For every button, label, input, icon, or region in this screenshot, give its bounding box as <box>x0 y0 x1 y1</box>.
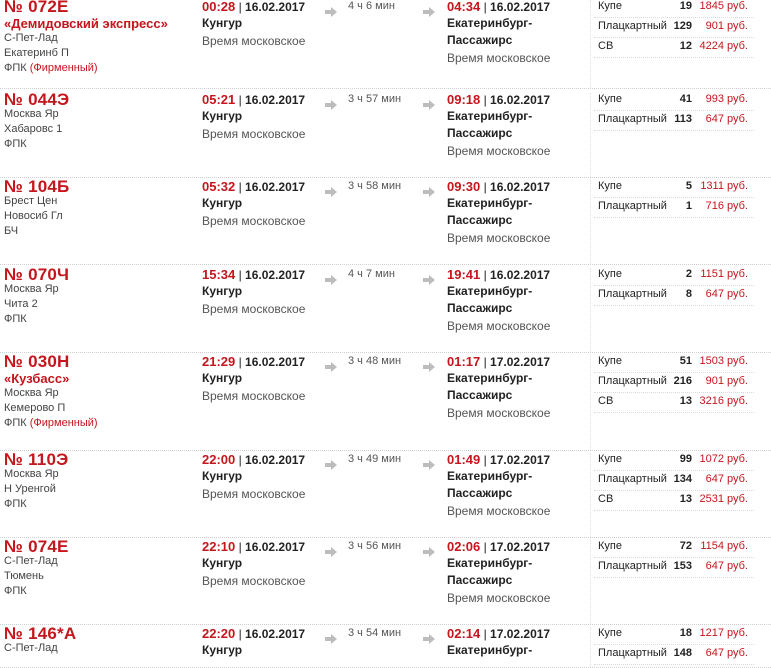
carrier <box>4 584 58 599</box>
departure-date: 16.02.2017 <box>245 355 306 369</box>
seat-options <box>594 268 754 308</box>
train-number-link[interactable]: № 146*А <box>4 624 77 643</box>
carrier <box>4 137 62 152</box>
train-row <box>0 537 771 625</box>
arrival-timezone: Время московское <box>447 144 551 158</box>
arrival-time: 02:14 <box>447 626 481 641</box>
train-route <box>4 194 63 239</box>
seat-type: Купе <box>598 0 622 12</box>
seat-price[interactable]: 647 руб. <box>705 473 748 485</box>
travel-duration: 3 ч 48 мин <box>348 355 402 367</box>
seat-divider <box>594 644 754 645</box>
arrival-station: Екатеринбург- <box>447 556 533 570</box>
arrival-time: 09:30 <box>447 179 481 194</box>
arrival-date: 16.02.2017 <box>490 0 551 14</box>
seat-price[interactable]: 2531 руб. <box>699 493 748 505</box>
seat-option[interactable] <box>594 200 754 220</box>
seat-count: 99 <box>679 453 692 465</box>
seat-price[interactable]: 1311 руб. <box>700 180 748 192</box>
seat-price[interactable]: 716 руб. <box>705 200 748 212</box>
departure-station: Кунгур <box>202 16 243 30</box>
seat-type: Плацкартный <box>598 20 667 32</box>
seat-type: Плацкартный <box>598 288 667 300</box>
seat-count: 51 <box>679 355 692 367</box>
train-route <box>4 282 59 327</box>
travel-duration: 3 ч 54 мин <box>348 627 402 639</box>
seat-count: 8 <box>685 288 692 300</box>
travel-duration: 3 ч 49 мин <box>348 453 402 465</box>
arrow-right-icon <box>325 4 337 14</box>
seat-count: 41 <box>679 93 692 105</box>
departure-date: 16.02.2017 <box>245 93 306 107</box>
seat-type: СВ <box>598 40 614 52</box>
departure-date: 16.02.2017 <box>245 180 306 194</box>
departure-datetime <box>202 538 305 556</box>
arrow-right-icon <box>325 184 337 194</box>
seat-option[interactable] <box>594 560 754 580</box>
seat-divider <box>594 130 754 131</box>
separator: | <box>480 627 491 641</box>
separator: | <box>235 268 246 282</box>
departure-time: 22:20 <box>202 626 236 641</box>
departure-station: Кунгур <box>202 371 243 385</box>
seat-type: Купе <box>598 540 622 552</box>
train-row <box>0 450 771 538</box>
arrow-right-icon <box>423 457 435 467</box>
train-route <box>4 554 58 599</box>
carrier <box>4 416 98 431</box>
arrival-time: 19:41 <box>447 267 481 282</box>
column-divider <box>590 0 591 88</box>
column-divider <box>590 268 591 352</box>
arrival-date: 17.02.2017 <box>490 355 551 369</box>
arrival-station-cont: Пассажирс <box>447 33 513 47</box>
carrier <box>4 61 98 76</box>
separator: | <box>480 0 491 14</box>
seat-divider <box>594 305 754 306</box>
seat-option[interactable] <box>594 288 754 308</box>
arrival-timezone: Время московское <box>447 591 551 605</box>
train-row <box>0 352 771 451</box>
seat-divider <box>594 217 754 218</box>
seat-options <box>594 180 754 220</box>
route-to: Екатеринб П <box>4 47 69 59</box>
seat-option[interactable] <box>594 113 754 133</box>
seat-option[interactable] <box>594 395 754 415</box>
arrival-station: Екатеринбург- <box>447 196 533 210</box>
arrival-date: 16.02.2017 <box>490 93 551 107</box>
seat-count: 5 <box>685 180 692 192</box>
arrow-right-icon <box>423 97 435 107</box>
seat-price[interactable]: 1072 руб. <box>699 453 748 465</box>
arrival-station-cont: Пассажирс <box>447 301 513 315</box>
departure-timezone: Время московское <box>202 34 306 48</box>
departure-date: 16.02.2017 <box>245 0 306 14</box>
carrier-name: ФПК <box>4 417 27 429</box>
arrow-right-icon <box>325 97 337 107</box>
departure-datetime <box>202 266 305 284</box>
departure-timezone: Время московское <box>202 487 306 501</box>
departure-time: 22:10 <box>202 539 236 554</box>
departure-station: Кунгур <box>202 109 243 123</box>
train-number-link[interactable]: № 072Е <box>4 0 69 16</box>
arrival-datetime <box>447 91 550 109</box>
seat-option[interactable] <box>594 93 754 113</box>
separator: | <box>480 453 491 467</box>
arrival-time: 04:34 <box>447 0 481 14</box>
seat-price[interactable]: 647 руб. <box>705 113 748 125</box>
seat-count: 18 <box>679 627 692 639</box>
departure-datetime <box>202 451 305 469</box>
seat-option[interactable] <box>594 0 754 20</box>
seat-price[interactable]: 1154 руб. <box>700 540 748 552</box>
seat-count: 148 <box>673 647 692 659</box>
arrival-timezone: Время московское <box>447 504 551 518</box>
seat-price[interactable]: 647 руб. <box>705 647 748 659</box>
arrow-right-icon <box>325 631 337 641</box>
seat-divider <box>594 557 754 558</box>
seat-type: Купе <box>598 355 622 367</box>
train-route <box>4 107 62 152</box>
arrival-station: Екатеринбург- <box>447 371 533 385</box>
train-route <box>4 641 58 656</box>
departure-station: Кунгур <box>202 284 243 298</box>
arrow-right-icon <box>423 544 435 554</box>
carrier-name: ФПК <box>4 585 27 597</box>
seat-option[interactable] <box>594 493 754 513</box>
seat-option[interactable] <box>594 180 754 200</box>
seat-divider <box>594 372 754 373</box>
seat-option[interactable] <box>594 355 754 375</box>
seat-type: Плацкартный <box>598 200 667 212</box>
column-divider <box>590 540 591 624</box>
departure-station: Кунгур <box>202 196 243 210</box>
train-row <box>0 624 771 668</box>
arrival-station: Екатеринбург- <box>447 284 533 298</box>
arrival-datetime <box>447 353 550 371</box>
seat-count: 134 <box>673 473 692 485</box>
seat-type: Плацкартный <box>598 647 667 659</box>
seat-options <box>594 627 754 667</box>
seat-option[interactable] <box>594 473 754 493</box>
separator: | <box>235 627 246 641</box>
train-route <box>4 386 98 431</box>
train-number-link[interactable]: № 104Б <box>4 177 70 196</box>
travel-duration: 3 ч 58 мин <box>348 180 402 192</box>
seat-option[interactable] <box>594 647 754 667</box>
departure-datetime <box>202 0 305 16</box>
carrier-name: БЧ <box>4 225 19 237</box>
train-number-link[interactable]: № 044Э <box>4 90 70 109</box>
seat-count: 2 <box>685 268 692 280</box>
departure-time: 22:00 <box>202 452 236 467</box>
seat-price[interactable]: 1503 руб. <box>699 355 748 367</box>
arrival-station: Екатеринбург- <box>447 643 533 657</box>
arrival-timezone: Время московское <box>447 51 551 65</box>
seat-count: 153 <box>673 560 692 572</box>
seat-price[interactable]: 647 руб. <box>705 288 748 300</box>
seat-type: Купе <box>598 627 622 639</box>
departure-time: 21:29 <box>202 354 236 369</box>
departure-time: 05:32 <box>202 179 236 194</box>
seat-divider <box>594 57 754 58</box>
seat-count: 19 <box>679 0 692 12</box>
seat-option[interactable] <box>594 627 754 647</box>
column-divider <box>590 93 591 177</box>
seat-option[interactable] <box>594 20 754 40</box>
arrival-timezone: Время московское <box>447 231 551 245</box>
column-divider <box>590 453 591 537</box>
departure-station: Кунгур <box>202 469 243 483</box>
seat-count: 216 <box>673 375 692 387</box>
train-row <box>0 177 771 265</box>
seat-price[interactable]: 1151 руб. <box>700 268 748 280</box>
arrival-timezone: Время московское <box>447 319 551 333</box>
column-divider <box>590 627 591 667</box>
seat-price[interactable]: 901 руб. <box>705 20 748 32</box>
arrival-station-cont: Пассажирс <box>447 126 513 140</box>
seat-type: СВ <box>598 395 614 407</box>
arrow-right-icon <box>325 544 337 554</box>
departure-time: 05:21 <box>202 92 236 107</box>
seat-count: 129 <box>673 20 692 32</box>
seat-count: 13 <box>679 493 692 505</box>
arrow-right-icon <box>325 272 337 282</box>
seat-type: Плацкартный <box>598 375 667 387</box>
carrier <box>4 224 63 239</box>
carrier <box>4 497 59 512</box>
seat-type: Купе <box>598 453 622 465</box>
carrier-name: ФПК <box>4 62 27 74</box>
seat-price[interactable]: 4224 руб. <box>699 40 748 52</box>
seat-divider <box>594 510 754 511</box>
seat-count: 12 <box>679 40 692 52</box>
seat-divider <box>594 577 754 578</box>
route-to: Новосиб Гл <box>4 210 63 222</box>
seat-option[interactable] <box>594 453 754 473</box>
carrier-name: ФПК <box>4 313 27 325</box>
seat-divider <box>594 17 754 18</box>
route-to: Тюмень <box>4 570 44 582</box>
arrival-time: 09:18 <box>447 92 481 107</box>
route-from: Москва Яр <box>4 387 59 399</box>
seat-option[interactable] <box>594 375 754 395</box>
arrival-date: 17.02.2017 <box>490 627 551 641</box>
departure-date: 16.02.2017 <box>245 268 306 282</box>
arrival-time: 01:49 <box>447 452 481 467</box>
seat-divider <box>594 285 754 286</box>
departure-station: Кунгур <box>202 556 243 570</box>
seat-divider <box>594 110 754 111</box>
separator: | <box>235 180 246 194</box>
train-route <box>4 467 59 512</box>
seat-option[interactable] <box>594 268 754 288</box>
arrow-right-icon <box>423 4 435 14</box>
seat-option[interactable] <box>594 540 754 560</box>
seat-options <box>594 540 754 580</box>
separator: | <box>235 540 246 554</box>
seat-divider <box>594 197 754 198</box>
travel-duration: 3 ч 56 мин <box>348 540 402 552</box>
seat-price[interactable]: 901 руб. <box>705 375 748 387</box>
departure-date: 16.02.2017 <box>245 627 306 641</box>
train-row <box>0 90 771 178</box>
route-from: Москва Яр <box>4 283 59 295</box>
seat-type: СВ <box>598 493 614 505</box>
departure-timezone: Время московское <box>202 302 306 316</box>
arrow-right-icon <box>423 272 435 282</box>
route-from: С-Пет-Лад <box>4 32 58 44</box>
departure-datetime <box>202 178 305 196</box>
arrival-date: 17.02.2017 <box>490 540 551 554</box>
seat-options <box>594 453 754 513</box>
seat-divider <box>594 37 754 38</box>
column-divider <box>590 180 591 264</box>
arrival-datetime <box>447 625 550 643</box>
arrival-station-cont: Пассажирс <box>447 388 513 402</box>
seat-price[interactable]: 1845 руб. <box>699 0 748 12</box>
departure-datetime <box>202 625 305 643</box>
seat-price[interactable]: 647 руб. <box>705 560 748 572</box>
departure-timezone: Время московское <box>202 127 306 141</box>
seat-count: 1 <box>685 200 692 212</box>
train-row <box>0 265 771 353</box>
carrier-name: ФПК <box>4 498 27 510</box>
arrival-time: 01:17 <box>447 354 481 369</box>
separator: | <box>480 540 491 554</box>
seat-count: 72 <box>679 540 692 552</box>
travel-duration: 4 ч 6 мин <box>348 0 395 12</box>
seat-options <box>594 0 754 60</box>
separator: | <box>480 355 491 369</box>
train-row <box>0 0 771 89</box>
arrival-date: 16.02.2017 <box>490 180 551 194</box>
route-from: Москва Яр <box>4 108 59 120</box>
separator: | <box>480 180 491 194</box>
arrow-right-icon <box>423 359 435 369</box>
seat-divider <box>594 664 754 665</box>
seat-type: Плацкартный <box>598 113 667 125</box>
separator: | <box>235 355 246 369</box>
seat-type: Купе <box>598 93 622 105</box>
arrival-timezone: Время московское <box>447 406 551 420</box>
seat-type: Купе <box>598 180 622 192</box>
route-from: Брест Цен <box>4 195 58 207</box>
arrival-station-cont: Пассажирс <box>447 213 513 227</box>
arrival-datetime <box>447 451 550 469</box>
seat-options <box>594 93 754 133</box>
arrow-right-icon <box>325 457 337 467</box>
arrival-date: 16.02.2017 <box>490 268 551 282</box>
departure-station: Кунгур <box>202 643 243 657</box>
travel-duration: 3 ч 57 мин <box>348 93 402 105</box>
travel-duration: 4 ч 7 мин <box>348 268 395 280</box>
arrival-time: 02:06 <box>447 539 481 554</box>
seat-price[interactable]: 3216 руб. <box>699 395 748 407</box>
train-route <box>4 31 98 76</box>
seat-price[interactable]: 1217 руб. <box>699 627 748 639</box>
arrival-datetime <box>447 0 550 16</box>
train-number-link[interactable]: № 074Е <box>4 537 69 556</box>
route-to: Чита 2 <box>4 298 38 310</box>
arrow-right-icon <box>325 359 337 369</box>
departure-datetime <box>202 91 305 109</box>
departure-date: 16.02.2017 <box>245 453 306 467</box>
seat-divider <box>594 392 754 393</box>
departure-timezone: Время московское <box>202 389 306 403</box>
separator: | <box>235 93 246 107</box>
seat-price[interactable]: 993 руб. <box>705 93 748 105</box>
column-divider <box>590 355 591 450</box>
seat-divider <box>594 412 754 413</box>
arrival-station: Екатеринбург- <box>447 469 533 483</box>
separator: | <box>480 268 491 282</box>
route-to: Хабаровс 1 <box>4 123 63 135</box>
seat-count: 113 <box>674 113 692 125</box>
route-from: С-Пет-Лад <box>4 642 58 654</box>
seat-divider <box>594 490 754 491</box>
arrival-datetime <box>447 178 550 196</box>
arrival-station-cont: Пассажирс <box>447 486 513 500</box>
seat-options <box>594 355 754 415</box>
arrival-datetime <box>447 266 550 284</box>
separator: | <box>235 0 246 14</box>
route-from: С-Пет-Лад <box>4 555 58 567</box>
departure-datetime <box>202 353 305 371</box>
seat-type: Купе <box>598 268 622 280</box>
separator: | <box>235 453 246 467</box>
seat-type: Плацкартный <box>598 560 667 572</box>
departure-timezone: Время московское <box>202 574 306 588</box>
seat-type: Плацкартный <box>598 473 667 485</box>
departure-time: 00:28 <box>202 0 236 14</box>
arrival-datetime <box>447 538 550 556</box>
seat-count: 13 <box>679 395 692 407</box>
train-number-link[interactable]: № 070Ч <box>4 265 70 284</box>
train-number-link[interactable]: № 110Э <box>4 450 69 469</box>
arrival-date: 17.02.2017 <box>490 453 551 467</box>
route-from: Москва Яр <box>4 468 59 480</box>
train-name: «Демидовский экспресс» <box>4 16 168 31</box>
carrier-note: (Фирменный) <box>29 417 98 429</box>
arrow-right-icon <box>423 184 435 194</box>
seat-divider <box>594 470 754 471</box>
route-to: Кемерово П <box>4 402 66 414</box>
departure-date: 16.02.2017 <box>245 540 306 554</box>
arrow-right-icon <box>423 631 435 641</box>
arrival-station: Екатеринбург- <box>447 109 533 123</box>
separator: | <box>480 93 491 107</box>
train-name: «Кузбасс» <box>4 371 70 386</box>
arrival-station: Екатеринбург- <box>447 16 533 30</box>
carrier <box>4 312 59 327</box>
departure-timezone: Время московское <box>202 214 306 228</box>
train-number-link[interactable]: № 030Н <box>4 352 70 371</box>
carrier-note: (Фирменный) <box>29 62 98 74</box>
arrival-station-cont: Пассажирс <box>447 573 513 587</box>
departure-time: 15:34 <box>202 267 236 282</box>
carrier-name: ФПК <box>4 138 27 150</box>
route-to: Н Уренгой <box>4 483 56 495</box>
seat-option[interactable] <box>594 40 754 60</box>
